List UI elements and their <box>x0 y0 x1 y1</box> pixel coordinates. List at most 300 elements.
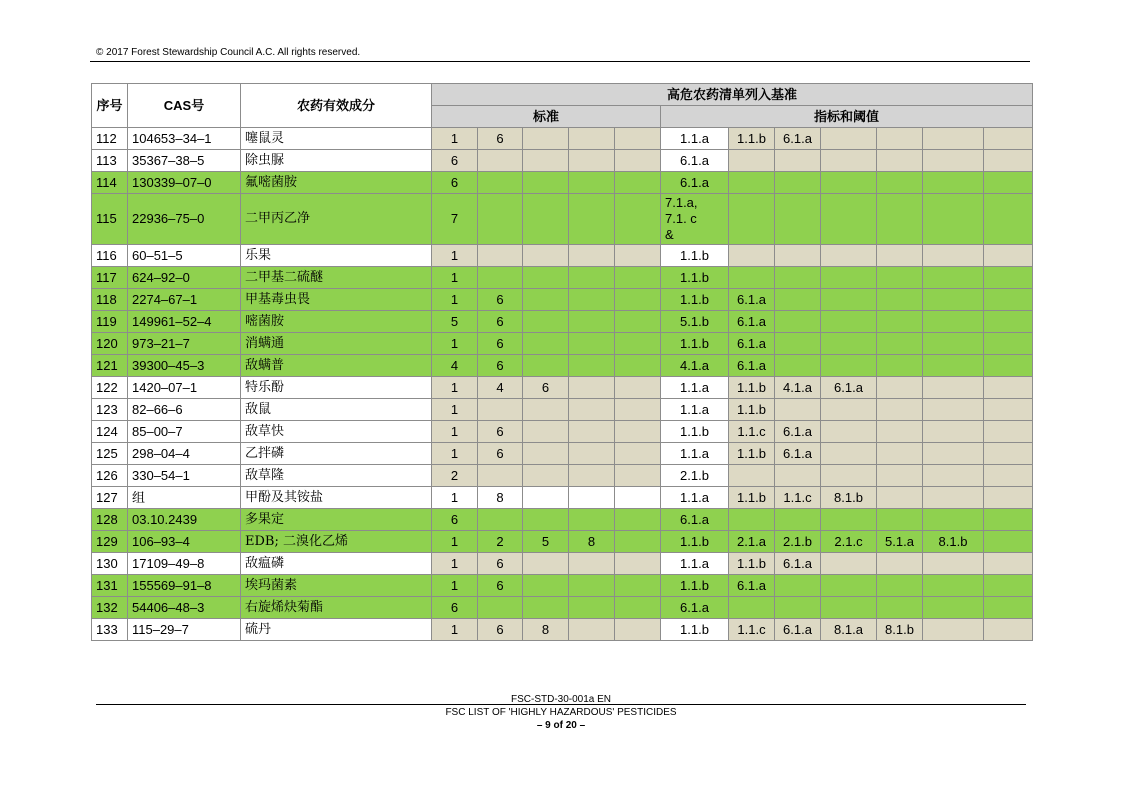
indicator-cell: 6.1.a <box>661 172 729 194</box>
ingredient-name-cell: 敌鼠 <box>241 399 432 421</box>
indicator-cell: 1.1.c <box>775 487 821 509</box>
standard-cell <box>523 597 569 619</box>
cas-number-cell: 82–66–6 <box>128 399 241 421</box>
standard-cell: 6 <box>478 289 523 311</box>
table-row <box>92 333 1033 355</box>
standard-cell <box>615 509 661 531</box>
indicator-cell <box>984 128 1033 150</box>
indicator-cell: 1.1.a <box>661 399 729 421</box>
indicator-cell <box>984 355 1033 377</box>
indicator-cell <box>923 333 984 355</box>
row-number-cell: 120 <box>92 333 128 355</box>
standard-cell: 7 <box>432 194 478 245</box>
cas-number-cell: 973–21–7 <box>128 333 241 355</box>
standard-cell <box>523 421 569 443</box>
cas-number-cell: 624–92–0 <box>128 267 241 289</box>
cas-number-cell: 298–04–4 <box>128 443 241 465</box>
indicator-cell <box>923 399 984 421</box>
standard-cell <box>478 172 523 194</box>
indicator-cell <box>923 509 984 531</box>
table-row <box>92 619 1033 641</box>
indicator-cell: 1.1.a <box>661 128 729 150</box>
indicator-cell: 1.1.b <box>661 619 729 641</box>
standard-cell: 8 <box>569 531 615 553</box>
indicator-cell <box>821 289 877 311</box>
standard-cell <box>615 597 661 619</box>
standard-cell: 6 <box>432 172 478 194</box>
standard-cell: 1 <box>432 377 478 399</box>
indicator-cell <box>821 575 877 597</box>
cas-number-cell: 155569–91–8 <box>128 575 241 597</box>
indicator-cell: 1.1.b <box>729 487 775 509</box>
ingredient-name-cell: 嘧菌胺 <box>241 311 432 333</box>
indicator-cell <box>877 355 923 377</box>
indicator-cell: 6.1.a <box>775 553 821 575</box>
cas-number-cell: 104653–34–1 <box>128 128 241 150</box>
standard-cell: 4 <box>478 377 523 399</box>
indicator-cell: 6.1.a <box>821 377 877 399</box>
indicator-cell: 1.1.b <box>661 267 729 289</box>
standard-cell: 6 <box>478 128 523 150</box>
standard-cell: 5 <box>523 531 569 553</box>
row-number-cell: 121 <box>92 355 128 377</box>
standard-cell: 6 <box>432 509 478 531</box>
indicator-cell: 1.1.b <box>729 553 775 575</box>
row-number-cell: 123 <box>92 399 128 421</box>
standard-cell: 6 <box>478 575 523 597</box>
indicator-cell <box>821 465 877 487</box>
indicator-cell: 5.1.b <box>661 311 729 333</box>
ingredient-name-cell: 甲酚及其铵盐 <box>241 487 432 509</box>
indicator-cell <box>877 553 923 575</box>
row-number-cell: 116 <box>92 245 128 267</box>
standard-cell <box>569 172 615 194</box>
cas-number-cell: 03.10.2439 <box>128 509 241 531</box>
indicator-cell <box>821 245 877 267</box>
table-row <box>92 245 1033 267</box>
table-body <box>92 128 1033 641</box>
indicator-cell <box>877 487 923 509</box>
indicator-cell: 8.1.b <box>923 531 984 553</box>
indicator-cell <box>729 509 775 531</box>
indicator-cell <box>821 194 877 245</box>
row-number-cell: 115 <box>92 194 128 245</box>
indicator-cell <box>923 553 984 575</box>
indicator-cell <box>984 465 1033 487</box>
indicator-cell <box>877 443 923 465</box>
standard-cell <box>569 619 615 641</box>
indicator-cell <box>984 150 1033 172</box>
indicator-cell <box>821 421 877 443</box>
indicator-cell <box>877 377 923 399</box>
row-number-cell: 128 <box>92 509 128 531</box>
cas-number-cell: 130339–07–0 <box>128 172 241 194</box>
indicator-cell <box>984 421 1033 443</box>
standard-cell <box>523 172 569 194</box>
indicator-cell <box>729 172 775 194</box>
indicator-cell <box>877 597 923 619</box>
hhp-table <box>91 83 1033 641</box>
ingredient-name-cell: 埃玛菌素 <box>241 575 432 597</box>
indicator-cell <box>877 333 923 355</box>
standard-cell <box>523 465 569 487</box>
table-row <box>92 553 1033 575</box>
indicator-cell: 1.1.c <box>729 421 775 443</box>
row-number-cell: 113 <box>92 150 128 172</box>
standard-cell: 1 <box>432 421 478 443</box>
cas-number-cell: 106–93–4 <box>128 531 241 553</box>
indicator-cell <box>775 289 821 311</box>
standard-cell <box>478 267 523 289</box>
indicator-cell: 2.1.c <box>821 531 877 553</box>
indicator-cell <box>923 245 984 267</box>
standard-cell: 6 <box>478 443 523 465</box>
footer-doc-code: FSC-STD-30-001a EN <box>510 694 612 705</box>
standard-cell <box>569 333 615 355</box>
indicator-cell <box>775 311 821 333</box>
row-number-cell: 133 <box>92 619 128 641</box>
indicator-cell <box>923 487 984 509</box>
standard-cell <box>615 377 661 399</box>
indicator-cell <box>821 128 877 150</box>
table-row <box>92 487 1033 509</box>
standard-cell <box>523 267 569 289</box>
cas-number-cell: 330–54–1 <box>128 465 241 487</box>
indicator-cell: 7.1.a, 7.1. c & <box>661 194 729 245</box>
indicator-cell <box>821 553 877 575</box>
standard-cell <box>478 597 523 619</box>
standard-cell: 1 <box>432 333 478 355</box>
standard-cell <box>569 575 615 597</box>
indicator-cell: 2.1.a <box>729 531 775 553</box>
indicator-cell: 1.1.b <box>729 399 775 421</box>
standard-cell <box>615 619 661 641</box>
standard-cell: 6 <box>478 355 523 377</box>
table-row <box>92 311 1033 333</box>
standard-cell <box>478 194 523 245</box>
indicator-cell <box>923 421 984 443</box>
standard-cell <box>523 311 569 333</box>
cas-number-cell: 2274–67–1 <box>128 289 241 311</box>
ingredient-name-cell: 多果定 <box>241 509 432 531</box>
table-row <box>92 289 1033 311</box>
indicator-cell <box>923 377 984 399</box>
cas-number-cell: 1420–07–1 <box>128 377 241 399</box>
standard-cell <box>523 128 569 150</box>
ingredient-name-cell: 敌草隆 <box>241 465 432 487</box>
standard-cell <box>569 443 615 465</box>
standard-cell <box>569 267 615 289</box>
standard-cell: 1 <box>432 128 478 150</box>
indicator-cell <box>775 509 821 531</box>
col-no-header: 序号 <box>92 84 128 128</box>
indicator-cell: 6.1.a <box>775 128 821 150</box>
standard-cell: 6 <box>478 311 523 333</box>
standard-cell <box>569 465 615 487</box>
indicator-cell: 6.1.a <box>661 509 729 531</box>
standard-cell <box>569 194 615 245</box>
cas-number-cell: 60–51–5 <box>128 245 241 267</box>
indicator-cell <box>984 553 1033 575</box>
cas-number-cell: 149961–52–4 <box>128 311 241 333</box>
col-ingredient-header: 农药有效成分 <box>241 84 432 128</box>
indicators-subheader: 指标和阈值 <box>661 106 1033 128</box>
standard-cell: 1 <box>432 443 478 465</box>
table-row <box>92 150 1033 172</box>
standard-cell <box>523 399 569 421</box>
indicator-cell <box>923 443 984 465</box>
indicator-cell: 1.1.c <box>729 619 775 641</box>
table-row <box>92 172 1033 194</box>
table-row <box>92 465 1033 487</box>
standard-cell <box>478 150 523 172</box>
indicator-cell <box>984 333 1033 355</box>
indicator-cell <box>821 443 877 465</box>
indicator-cell <box>775 194 821 245</box>
indicator-cell <box>775 172 821 194</box>
indicator-cell <box>729 465 775 487</box>
indicator-cell <box>775 267 821 289</box>
cas-number-cell: 35367–38–5 <box>128 150 241 172</box>
indicator-cell <box>923 267 984 289</box>
copyright-notice: © 2017 Forest Stewardship Council A.C. All rights reserved. <box>96 47 361 58</box>
indicator-cell <box>877 509 923 531</box>
standard-cell <box>569 289 615 311</box>
standard-cell <box>615 487 661 509</box>
ingredient-name-cell: 特乐酚 <box>241 377 432 399</box>
indicator-cell <box>877 150 923 172</box>
standard-cell <box>615 333 661 355</box>
standard-cell <box>569 355 615 377</box>
standard-cell: 6 <box>523 377 569 399</box>
standard-cell <box>478 509 523 531</box>
standard-cell <box>569 509 615 531</box>
indicator-cell: 2.1.b <box>775 531 821 553</box>
standard-cell <box>523 355 569 377</box>
indicator-cell: 6.1.a <box>661 150 729 172</box>
standard-cell <box>523 194 569 245</box>
standard-cell <box>569 128 615 150</box>
indicator-cell <box>877 289 923 311</box>
standard-cell: 5 <box>432 311 478 333</box>
standard-cell: 8 <box>478 487 523 509</box>
ingredient-name-cell: 除虫脲 <box>241 150 432 172</box>
indicator-cell: 1.1.b <box>729 443 775 465</box>
table-row <box>92 399 1033 421</box>
row-number-cell: 117 <box>92 267 128 289</box>
ingredient-name-cell: 敌螨普 <box>241 355 432 377</box>
row-number-cell: 114 <box>92 172 128 194</box>
indicator-cell <box>877 399 923 421</box>
standard-cell: 6 <box>478 333 523 355</box>
indicator-cell <box>923 172 984 194</box>
standard-cell <box>523 333 569 355</box>
standard-cell <box>523 487 569 509</box>
indicator-cell <box>821 355 877 377</box>
standard-cell: 1 <box>432 245 478 267</box>
indicator-cell <box>729 245 775 267</box>
table-row <box>92 509 1033 531</box>
indicator-cell: 8.1.b <box>821 487 877 509</box>
indicator-cell <box>984 377 1033 399</box>
standard-cell <box>615 267 661 289</box>
indicator-cell: 6.1.a <box>729 355 775 377</box>
indicator-cell <box>821 597 877 619</box>
cas-number-cell: 54406–48–3 <box>128 597 241 619</box>
indicator-cell <box>775 333 821 355</box>
row-number-cell: 132 <box>92 597 128 619</box>
standard-cell <box>615 575 661 597</box>
standard-cell <box>615 443 661 465</box>
criteria-group-header: 高危农药清单列入基准 <box>432 84 1033 106</box>
indicator-cell: 1.1.a <box>661 487 729 509</box>
ingredient-name-cell: 硫丹 <box>241 619 432 641</box>
indicator-cell: 6.1.a <box>775 421 821 443</box>
indicator-cell <box>729 267 775 289</box>
col-cas-header: CAS号 <box>128 84 241 128</box>
indicator-cell: 1.1.b <box>661 289 729 311</box>
ingredient-name-cell: 右旋烯炔菊酯 <box>241 597 432 619</box>
standard-cell: 2 <box>478 531 523 553</box>
footer-page-number: – 9 of 20 – <box>536 720 586 731</box>
standard-cell: 1 <box>432 553 478 575</box>
standard-cell <box>615 553 661 575</box>
standard-cell <box>615 128 661 150</box>
indicator-cell: 6.1.a <box>729 289 775 311</box>
indicator-cell <box>775 399 821 421</box>
indicator-cell <box>877 194 923 245</box>
cas-number-cell: 22936–75–0 <box>128 194 241 245</box>
indicator-cell <box>923 597 984 619</box>
standard-cell <box>523 443 569 465</box>
indicator-cell <box>877 575 923 597</box>
indicator-cell: 5.1.a <box>877 531 923 553</box>
indicator-cell <box>923 355 984 377</box>
standard-cell: 1 <box>432 531 478 553</box>
row-number-cell: 129 <box>92 531 128 553</box>
table-row <box>92 421 1033 443</box>
cas-number-cell: 17109–49–8 <box>128 553 241 575</box>
indicator-cell <box>877 128 923 150</box>
ingredient-name-cell: 乐果 <box>241 245 432 267</box>
indicator-cell: 1.1.b <box>661 245 729 267</box>
cas-number-cell: 115–29–7 <box>128 619 241 641</box>
indicator-cell <box>923 619 984 641</box>
footer-rule <box>96 704 1026 705</box>
standard-cell: 1 <box>432 619 478 641</box>
ingredient-name-cell: 乙拌磷 <box>241 443 432 465</box>
indicator-cell <box>729 597 775 619</box>
table-row <box>92 597 1033 619</box>
indicator-cell: 6.1.a <box>775 619 821 641</box>
indicator-cell <box>984 443 1033 465</box>
standard-cell <box>615 399 661 421</box>
indicator-cell <box>821 267 877 289</box>
standard-cell <box>615 245 661 267</box>
standard-cell: 6 <box>478 553 523 575</box>
indicator-cell <box>923 194 984 245</box>
standard-cell <box>569 399 615 421</box>
indicator-cell <box>877 172 923 194</box>
row-number-cell: 112 <box>92 128 128 150</box>
standard-cell: 1 <box>432 289 478 311</box>
standard-cell: 1 <box>432 399 478 421</box>
standard-cell <box>569 245 615 267</box>
indicator-cell <box>984 399 1033 421</box>
indicator-cell: 1.1.a <box>661 553 729 575</box>
standard-cell <box>615 194 661 245</box>
indicator-cell <box>923 465 984 487</box>
standard-cell <box>478 245 523 267</box>
cas-number-cell: 39300–45–3 <box>128 355 241 377</box>
indicator-cell <box>984 311 1033 333</box>
standard-cell <box>615 531 661 553</box>
ingredient-name-cell: 二甲丙乙净 <box>241 194 432 245</box>
indicator-cell <box>984 575 1033 597</box>
indicator-cell: 8.1.a <box>821 619 877 641</box>
standard-cell <box>478 465 523 487</box>
row-number-cell: 124 <box>92 421 128 443</box>
ingredient-name-cell: 二甲基二硫醚 <box>241 267 432 289</box>
indicator-cell <box>877 267 923 289</box>
indicator-cell <box>984 172 1033 194</box>
standard-cell: 1 <box>432 267 478 289</box>
ingredient-name-cell: EDB; 二溴化乙烯 <box>241 531 432 553</box>
row-number-cell: 122 <box>92 377 128 399</box>
indicator-cell <box>821 399 877 421</box>
indicator-cell <box>923 128 984 150</box>
standard-cell <box>478 399 523 421</box>
standard-cell <box>569 553 615 575</box>
indicator-cell: 6.1.a <box>729 575 775 597</box>
standard-cell <box>523 509 569 531</box>
row-number-cell: 126 <box>92 465 128 487</box>
standard-cell <box>523 150 569 172</box>
indicator-cell <box>775 245 821 267</box>
indicator-cell: 1.1.b <box>661 421 729 443</box>
indicator-cell <box>923 289 984 311</box>
standard-cell <box>615 465 661 487</box>
indicator-cell <box>923 575 984 597</box>
table-row <box>92 267 1033 289</box>
indicator-cell <box>821 333 877 355</box>
row-number-cell: 118 <box>92 289 128 311</box>
indicator-cell <box>984 245 1033 267</box>
indicator-cell <box>877 465 923 487</box>
standard-cell: 6 <box>432 597 478 619</box>
indicator-cell <box>775 575 821 597</box>
standard-cell: 6 <box>478 421 523 443</box>
standard-cell <box>523 289 569 311</box>
indicator-cell <box>923 311 984 333</box>
table-row <box>92 128 1033 150</box>
standard-cell <box>615 311 661 333</box>
indicator-cell <box>984 597 1033 619</box>
indicator-cell <box>729 194 775 245</box>
indicator-cell: 4.1.a <box>661 355 729 377</box>
indicator-cell: 1.1.b <box>661 531 729 553</box>
standard-cell <box>615 355 661 377</box>
indicator-cell <box>984 289 1033 311</box>
indicator-cell: 1.1.a <box>661 377 729 399</box>
indicator-cell <box>775 597 821 619</box>
indicator-cell: 1.1.b <box>661 333 729 355</box>
table-row <box>92 443 1033 465</box>
indicator-cell: 6.1.a <box>729 311 775 333</box>
standard-cell: 4 <box>432 355 478 377</box>
indicator-cell: 1.1.a <box>661 443 729 465</box>
indicator-cell <box>821 150 877 172</box>
